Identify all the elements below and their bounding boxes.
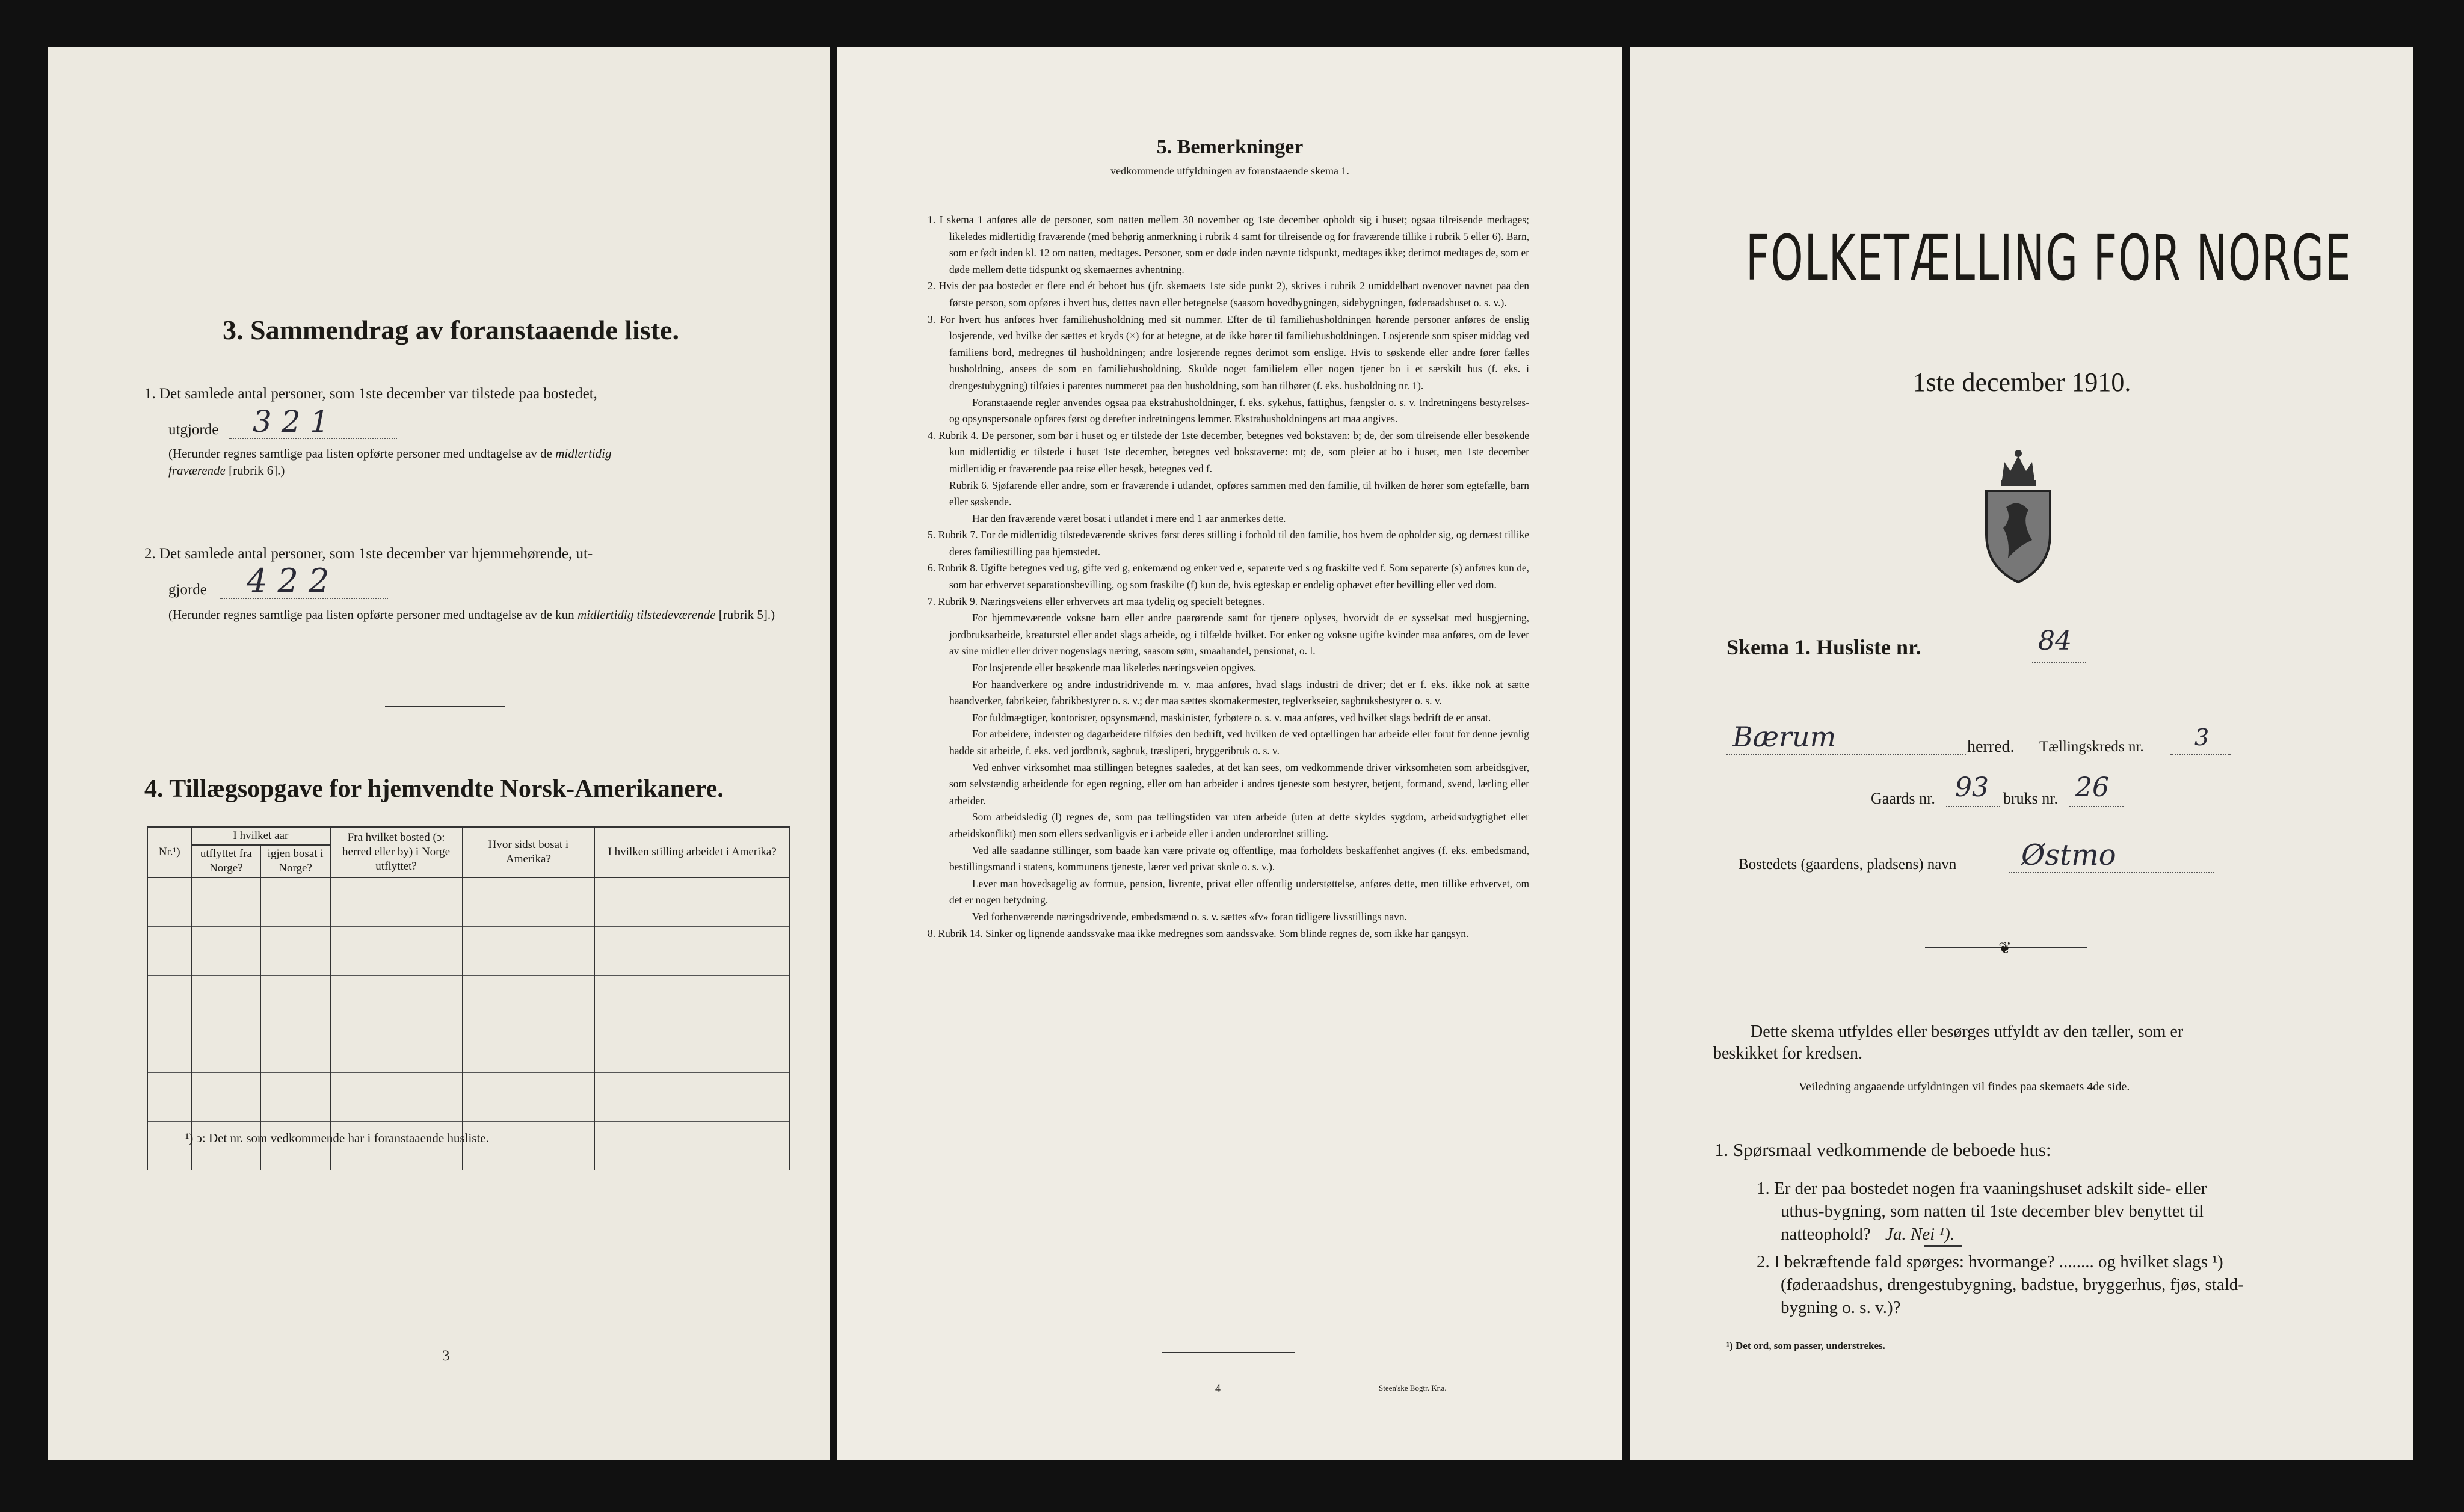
- remark-1: 1. I skema 1 anføres alle de personer, som natten mellem 30 november og 1ste december opholdt sig i huset; ogsaa tilreisende medtages; likeledes midlertidig fraværende (med behørig anmerkning i rubrik 4 samt for tilreisende og for fraværende tillike i rubrik 5 eller 6). Barn, som er født inden kl. 12 om natten, medtages. Personer, som er døde inden nævnte tidspunkt, medtages ikke; derimot medtages de, som er døde mellem dette tidspunkt og skemaernes avhentning.: [928, 214, 1529, 275]
- left-page: [48, 47, 830, 1460]
- item1-text: 1. Det samlede antal personer, som 1ste december var tilstede paa bostedet,: [144, 386, 597, 402]
- remark-5: 5. Rubrik 7. For de midlertidig tilstedeværende skrives først deres stilling i forhold til den familie, hos hvem de opholder sig, og dernæst tillike deres familiestilling paa hjemstedet.: [928, 529, 1529, 558]
- herred-dotline: [1726, 754, 1966, 755]
- page-number-4: 4: [1215, 1382, 1221, 1394]
- remark-7d: For fuldmægtiger, kontorister, opsynsmænd, maskinister, fyrbøtere o. s. v. maa anføres, ved hvilket slags bedrift de er ansat.: [972, 711, 1491, 724]
- remark-7c: For haandverkere og andre industridrivende m. v. maa anføres, hvad slags industri de driver; det er f. eks. ikke nok at sætte haandverker, fabrikeier, fabrikbestyrer o. s. v.; der maa sættes skomakermester, teglverkseier, sagbruksbestyrer o. s. v.: [949, 678, 1529, 707]
- col-nr: Nr.¹): [147, 827, 191, 877]
- q1-answer: Ja. Nei ¹).: [1885, 1225, 1954, 1244]
- table-footnote: ¹) ↄ: Det nr. som vedkommende har i foranstaaende husliste.: [185, 1131, 489, 1145]
- q2-line-2: (føderaadshus, drengestubygning, badstue, bryggerhus, fjøs, stald-: [1781, 1275, 2244, 1294]
- herred-value: Bærum: [1732, 721, 1837, 753]
- col-returned: igjen bosat i Norge?: [260, 845, 330, 877]
- item1-note: (Herunder regnes samtlige paa listen opførte personer med undtagelse av de midlertidig fraværende [rubrik 6].): [168, 446, 612, 478]
- ornament-icon: ❦: [1998, 939, 2012, 957]
- remarks-title: 5. Bemerkninger: [1156, 136, 1304, 158]
- questions-heading: 1. Spørsmaal vedkommende de beboede hus:: [1714, 1139, 2051, 1160]
- remark-3b: Foranstaaende regler anvendes ogsaa paa ekstrahusholdninger, f. eks. sykehus, fattighus, fængsler o. s. v. Indretningens bestyrelses- og opsynspersonale opføres først og derefter indretningens lemmer. Ekstrahusholdningens art maa angives.: [949, 396, 1529, 425]
- remark-6: 6. Rubrik 8. Ugifte betegnes ved ug, gifte ved g, enkemænd og enker ved e, separerte ved s og fraskilte ved f. Som separerte (s) anføres kun de, som har erhvervet separationsbevilling, og som fraskilte (f) kun de, hvis egteskap er endelig ophævet efter bevilling eller ved dom.: [928, 562, 1529, 591]
- kreds-dotline: [2170, 754, 2231, 755]
- remarks-end-rule: [1162, 1352, 1295, 1353]
- remark-7b: For losjerende eller besøkende maa likeledes næringsveien opgives.: [972, 662, 1257, 674]
- kreds-label: Tællingskreds nr.: [2039, 739, 2144, 755]
- bruks-value: 26: [2075, 772, 2109, 803]
- remarks-list: [928, 212, 1529, 942]
- q2-line-1: 2. I bekræftende fald spørges: hvormange? ........ og hvilket slags ¹): [1757, 1252, 2223, 1271]
- col-where-last: Hvor sidst bosat i Amerika?: [463, 827, 595, 877]
- col-emigrated: utflyttet fra Norge?: [191, 845, 260, 877]
- item2-value: 4 2 2: [247, 562, 330, 600]
- table-row: [147, 877, 790, 927]
- remark-7j: Ved forhenværende næringsdrivende, embedsmænd o. s. v. sættes «fv» foran tidligere livsstillings navn.: [972, 910, 1407, 923]
- section-divider: [385, 706, 505, 707]
- info-line-1: Dette skema utfyldes eller besørges utfyldt av den tæller, som er: [1751, 1022, 2184, 1041]
- item2-text: 2. Det samlede antal personer, som 1ste december var hjemmehørende, ut-: [144, 545, 593, 562]
- middle-page: [837, 47, 1622, 1460]
- q1-line-2: uthus-bygning, som natten til 1ste december blev benyttet til: [1781, 1202, 2204, 1221]
- coat-of-arms-icon: [1973, 438, 2063, 588]
- norsk-amerikanere-table: [147, 826, 790, 1170]
- table-row: [147, 976, 790, 1024]
- item2-note: (Herunder regnes samtlige paa listen opførte personer med undtagelse av de kun midlertidig tilstedeværende [rubrik 5].): [168, 607, 775, 622]
- table-row: [147, 1024, 790, 1073]
- bosted-label: Bostedets (gaardens, pladsens) navn: [1739, 856, 1957, 873]
- gaards-dotline: [1946, 806, 2000, 807]
- remark-7h: Ved alle saadanne stillinger, som baade kan være private og offentlige, maa forholdets beskaffenhet angives (f. eks. embedsmand, bestillingsmand i statens, kommunens tjeneste, lærer ved privat skole o. s. v.).: [949, 844, 1529, 873]
- skema-label: Skema 1. Husliste nr.: [1726, 635, 1921, 659]
- item1-value: 3 2 1: [253, 404, 330, 439]
- item1-utgjorde: utgjorde: [168, 422, 219, 438]
- bruks-dotline: [2069, 806, 2124, 807]
- husliste-dotline: [2032, 662, 2086, 663]
- remark-4c: Har den fraværende været bosat i utlandet i mere end 1 aar anmerkes dette.: [972, 512, 1286, 524]
- info-line-2: beskikket for kredsen.: [1713, 1044, 1863, 1063]
- col-group-year: I hvilket aar: [191, 827, 330, 845]
- item2-gjorde: gjorde: [168, 582, 207, 598]
- bosted-value: Østmo: [2021, 838, 2116, 872]
- table-row: [147, 1073, 790, 1122]
- col-position: I hvilken stilling arbeidet i Amerika?: [594, 827, 790, 877]
- census-date: 1ste december 1910.: [1912, 367, 2131, 397]
- right-footnote: ¹) Det ord, som passer, understrekes.: [1726, 1340, 1885, 1351]
- kreds-value: 3: [2194, 724, 2210, 751]
- col-from-where: Fra hvilket bosted (ↄ: herred eller by) i Norge utflyttet?: [330, 827, 463, 877]
- husliste-nr: 84: [2038, 625, 2072, 656]
- remark-3: 3. For hvert hus anføres hver familiehusholdning med sit nummer. Efter de til familiehusholdningen hørende personer anføres de enslig losjerende, ved hvilke der sættes et kryds (×) for at betegne, at de ikke hører til familiehusholdningen. Losjerende som spiser middag ved familiens bord, medregnes til husholdningen; andre losjerende regnes derimot som enslige. Hvis to søskende eller andre fører fælles husholdning, ansees de som en familiehusholdning. Skulde noget familielem eller nogen tjener bo i et særskilt hus (f. eks. i drengestubygning) tilføies i parentes nummeret paa den husholdning, som han tilhører (f. eks. husholdning nr. 1).: [928, 313, 1529, 392]
- remark-4: 4. Rubrik 4. De personer, som bør i huset og er tilstede der 1ste december, betegnes ved bokstaven: b; de, der som tilreisende eller besøkende kun midlertidig er tilstede i huset 1ste december, betegnes ved bokstaverne: mt; de, som pleier at bo i huset, men 1ste december midlertidig er fraværende paa reise eller besøk, betegnes ved f.: [928, 429, 1529, 475]
- section3-title: 3. Sammendrag av foranstaaende liste.: [223, 315, 679, 345]
- remark-7g: Som arbeidsledig (l) regnes de, som paa tællingstiden var uten arbeide (uten at dette skyldes sygdom, arbeidsudygtighet eller arbeidskonflikt) men som ellers sedvanligvis er i arbeide eller i anden underordnet stilling.: [949, 811, 1529, 840]
- q1-line-3: natteophold?: [1781, 1225, 1871, 1244]
- gaards-value: 93: [1955, 772, 1989, 803]
- bosted-dotline: [2009, 872, 2214, 873]
- bruks-label: bruks nr.: [2003, 790, 2058, 807]
- census-title: FOLKETÆLLING FOR NORGE: [1746, 221, 2353, 295]
- page-number-3: 3: [442, 1348, 450, 1364]
- remark-7a: For hjemmeværende voksne barn eller andre paarørende samt for tjenere oplyses, hvorvidt de er sysselsat med husgjerning, jordbruksarbeide, kreaturstel eller andet slags arbeide, og i tilfælde hvilket. For enker og voksne ugifte kvinder maa anføres, om de lever av sine midler eller driver nogenslags næring, saasom søm, smaahandel, pensionat, o. l.: [949, 612, 1529, 657]
- right-page: [1630, 47, 2413, 1460]
- nei-underline: [1924, 1245, 1962, 1247]
- gaards-label: Gaards nr.: [1871, 790, 1935, 807]
- table-row: [147, 927, 790, 976]
- guidance-note: Veiledning angaaende utfyldningen vil findes paa skemaets 4de side.: [1799, 1080, 2130, 1093]
- remark-7e: For arbeidere, inderster og dagarbeidere tilføies den bedrift, ved hvilken de ved optællingen har arbeide eller forut for denne jevnlig hadde sit arbeide, f. eks. ved jordbruk, sagbruk, træsliperi, bryggeribruk o. s. v.: [949, 728, 1529, 757]
- q2-line-3: bygning o. s. v.)?: [1781, 1298, 1901, 1317]
- remark-4b: Rubrik 6. Sjøfarende eller andre, som er fraværende i utlandet, opføres sammen med den familie, til hvilken de hører som egtefælle, barn eller søskende.: [949, 479, 1529, 508]
- herred-label: herred.: [1967, 737, 2015, 756]
- section4-title: 4. Tillægsopgave for hjemvendte Norsk-Amerikanere.: [144, 775, 724, 803]
- printer-mark: Steen'ske Bogtr. Kr.a.: [1379, 1383, 1447, 1392]
- remark-7i: Lever man hovedsagelig av formue, pension, livrente, privat eller offentlig understøttelse, anføres dette, men tillike erhvervet, om det er nogen betydning.: [949, 877, 1529, 906]
- remark-8: 8. Rubrik 14. Sinker og lignende aandssvake maa ikke medregnes som aandssvake. Som blinde regnes de, som ikke har gangsyn.: [928, 927, 1469, 939]
- remark-7f: Ved enhver virksomhet maa stillingen betegnes saaledes, at det kan sees, om vedkommende driver virksomheten som arbeidsgiver, som selvstændig arbeidende for egen regning, eller om han arbeider i andres tjeneste som bestyrer, betjent, formand, svend, lærling eller arbeider.: [949, 761, 1529, 807]
- remark-2: 2. Hvis der paa bostedet er flere end ét beboet hus (jfr. skemaets 1ste side punkt 2), skrives i rubrik 2 umiddelbart ovenover navnet paa den første person, som opføres i hvert hus, dettes navn eller betegnelse (saasom hovedbygningen, sidebygningen, føderaadshuset o. s. v.).: [928, 280, 1529, 309]
- remark-7: 7. Rubrik 9. Næringsveiens eller erhvervets art maa tydelig og specielt betegnes.: [928, 595, 1265, 607]
- remarks-subtitle: vedkommende utfyldningen av foranstaaende skema 1.: [1110, 165, 1349, 177]
- q1-line-1: 1. Er der paa bostedet nogen fra vaaningshuset adskilt side- eller: [1757, 1179, 2207, 1198]
